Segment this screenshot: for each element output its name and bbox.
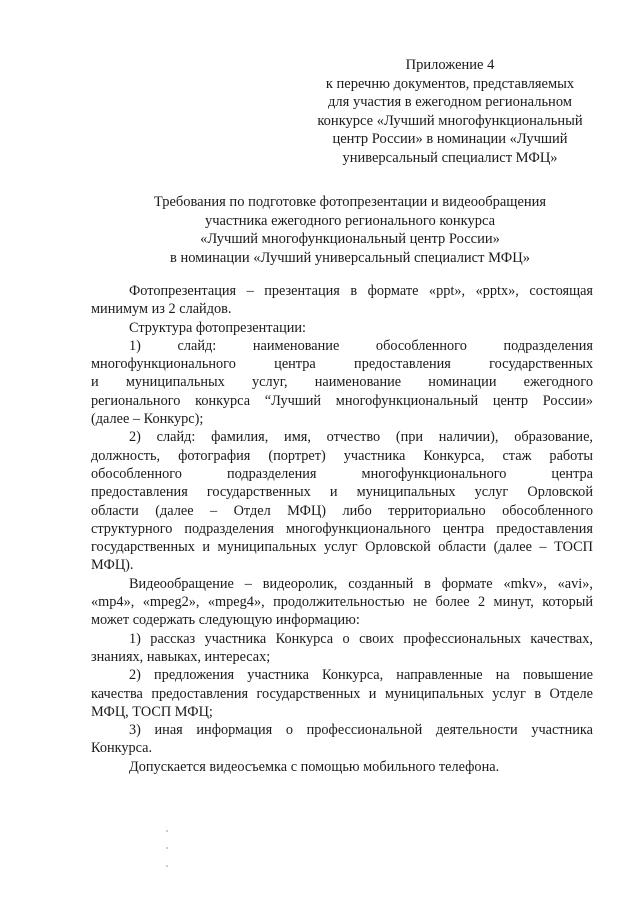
appendix-line: Приложение 4 (405, 57, 495, 73)
body-line: предоставления государственных и муниципальных услуг Орловской (91, 484, 593, 501)
body-line: должность, фотография (портрет) участника Конкурса, стаж работы (91, 447, 593, 464)
appendix-line: конкурсе «Лучший многофункциональный (317, 112, 583, 129)
body-line: 2) слайд: фамилия, имя, отчество (при наличии), образование, (129, 429, 593, 446)
title-line: «Лучший многофункциональный центр России» (200, 231, 500, 248)
body-line: минимум из 2 слайдов. (91, 301, 232, 318)
body-line: Допускается видеосъемка с помощью мобильного телефона. (129, 758, 500, 775)
body-line: знаниях, навыках, интересах; (91, 648, 271, 665)
body-line: «mp4», «mpeg2», «mpeg4», продолжительностью не более 2 минут, который (91, 594, 593, 611)
body-line: качества предоставления государственных и муниципальных услуг в Отделе (91, 685, 593, 702)
scan-speck (166, 847, 168, 849)
body-line: и муниципальных услуг, наименование номинации ежегодного (91, 374, 593, 391)
body-line: Структура фотопрезентации: (129, 319, 307, 336)
scan-speck (166, 865, 168, 867)
body-line: 1) рассказ участника Конкурса о своих профессиональных качествах, (129, 630, 593, 647)
appendix-line: для участия в ежегодном региональном (328, 94, 572, 111)
body-line: структурного подразделения многофункционального центра предоставления (91, 520, 593, 537)
appendix-line: к перечню документов, представляемых (325, 75, 575, 92)
title-line: участника ежегодного регионального конкурса (204, 212, 496, 229)
document-body (91, 282, 593, 776)
body-line: МФЦ). (91, 557, 134, 574)
title-line: Требования по подготовке фотопрезентации и видеообращения (153, 194, 547, 210)
body-line: Фотопрезентация – презентация в формате «ppt», «pptx», состоящая (129, 283, 593, 299)
appendix-line: универсальный специалист МФЦ» (342, 149, 558, 166)
body-line: регионального конкурса “Лучший многофункциональный центр России» (91, 392, 593, 409)
body-line: государственных и муниципальных услуг Орловской области (далее – ТОСП (91, 539, 593, 556)
scan-speck (166, 830, 168, 832)
body-line: 2) предложения участника Конкурса, направленные на повышение (129, 667, 593, 684)
body-line: может содержать следующую информацию: (91, 612, 360, 629)
document-title (120, 193, 580, 267)
body-line: Конкурса. (91, 740, 153, 757)
body-line: обособленного подразделения многофункционального центра (91, 465, 593, 482)
body-line: Видеообращение – видеоролик, созданный в формате «mkv», «avi», (129, 575, 593, 592)
title-line: в номинации «Лучший универсальный специалист МФЦ» (170, 249, 530, 266)
body-line: 3) иная информация о профессиональной деятельности участника (129, 722, 593, 739)
body-line: области (далее – Отдел МФЦ) либо территориально обособленного (91, 502, 593, 519)
body-line: многофункционального центра предоставления государственных (91, 356, 593, 373)
appendix-header (305, 56, 595, 168)
body-line: МФЦ, ТОСП МФЦ; (91, 703, 213, 720)
appendix-line: центр России» в номинации «Лучший (332, 131, 568, 148)
body-line: 1) слайд: наименование обособленного подразделения (129, 337, 593, 354)
body-line: (далее – Конкурс); (91, 411, 204, 428)
